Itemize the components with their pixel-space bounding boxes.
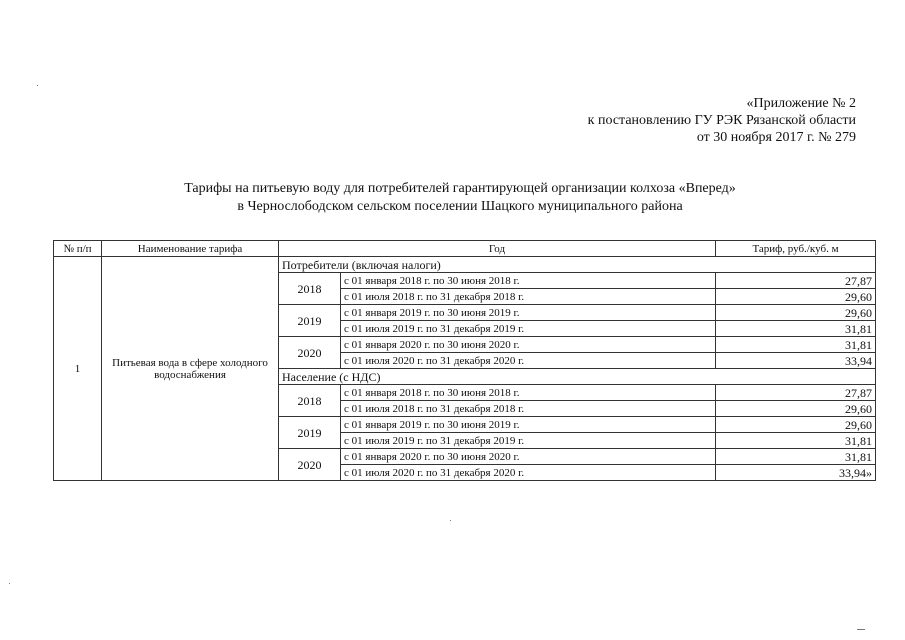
year-cell: 2019 <box>279 417 341 449</box>
document-title <box>60 180 860 216</box>
year-cell: 2020 <box>279 337 341 369</box>
appendix-number: «Приложение № 2 <box>746 96 856 111</box>
value-cell: 27,87 <box>716 273 876 289</box>
header-tariff-value: Тариф, руб./куб. м <box>716 241 876 257</box>
appendix-date: от 30 ноября 2017 г. № 279 <box>696 130 856 145</box>
period-cell: с 01 января 2019 г. по 30 июня 2019 г. <box>341 305 716 321</box>
scan-speck <box>37 85 38 86</box>
year-cell: 2018 <box>279 273 341 305</box>
year-cell: 2018 <box>279 385 341 417</box>
table-row <box>54 257 876 273</box>
document-title-line-1: Тарифы на питьевую воду для потребителей гарантирующей организации колхоза «Вперед» <box>184 181 736 196</box>
value-cell: 29,60 <box>716 305 876 321</box>
value-cell: 29,60 <box>716 289 876 305</box>
document-title-line-2: в Чернослободском сельском поселении Шацкого муниципального района <box>237 199 683 214</box>
period-cell: с 01 января 2020 г. по 30 июня 2020 г. <box>341 449 716 465</box>
tariff-table <box>53 240 876 481</box>
value-cell: 29,60 <box>716 417 876 433</box>
tariff-name: Питьевая вода в сфере холодного водоснабжения <box>102 257 279 481</box>
period-cell: с 01 июля 2018 г. по 31 декабря 2018 г. <box>341 401 716 417</box>
period-cell: с 01 января 2020 г. по 30 июня 2020 г. <box>341 337 716 353</box>
period-cell: с 01 июля 2020 г. по 31 декабря 2020 г. <box>341 465 716 481</box>
header-year: Год <box>279 241 716 257</box>
period-cell: с 01 января 2018 г. по 30 июня 2018 г. <box>341 273 716 289</box>
value-cell: 31,81 <box>716 449 876 465</box>
value-cell: 27,87 <box>716 385 876 401</box>
scan-speck <box>450 520 451 521</box>
row-number: 1 <box>54 257 102 481</box>
appendix-reference <box>496 95 856 146</box>
section-label: Потребители (включая налоги) <box>279 257 876 273</box>
value-cell: 29,60 <box>716 401 876 417</box>
header-tariff-name: Наименование тарифа <box>102 241 279 257</box>
value-cell: 31,81 <box>716 433 876 449</box>
table-header-row <box>54 241 876 257</box>
scan-speck <box>857 629 865 630</box>
period-cell: с 01 июля 2019 г. по 31 декабря 2019 г. <box>341 433 716 449</box>
period-cell: с 01 июля 2020 г. по 31 декабря 2020 г. <box>341 353 716 369</box>
value-cell: 33,94 <box>716 353 876 369</box>
year-cell: 2020 <box>279 449 341 481</box>
value-cell: 33,94» <box>716 465 876 481</box>
period-cell: с 01 января 2018 г. по 30 июня 2018 г. <box>341 385 716 401</box>
appendix-resolution: к постановлению ГУ РЭК Рязанской области <box>587 113 856 128</box>
period-cell: с 01 июля 2019 г. по 31 декабря 2019 г. <box>341 321 716 337</box>
header-number: № п/п <box>54 241 102 257</box>
scan-speck <box>9 583 10 584</box>
value-cell: 31,81 <box>716 321 876 337</box>
period-cell: с 01 июля 2018 г. по 31 декабря 2018 г. <box>341 289 716 305</box>
value-cell: 31,81 <box>716 337 876 353</box>
section-label: Население (с НДС) <box>279 369 876 385</box>
year-cell: 2019 <box>279 305 341 337</box>
period-cell: с 01 января 2019 г. по 30 июня 2019 г. <box>341 417 716 433</box>
